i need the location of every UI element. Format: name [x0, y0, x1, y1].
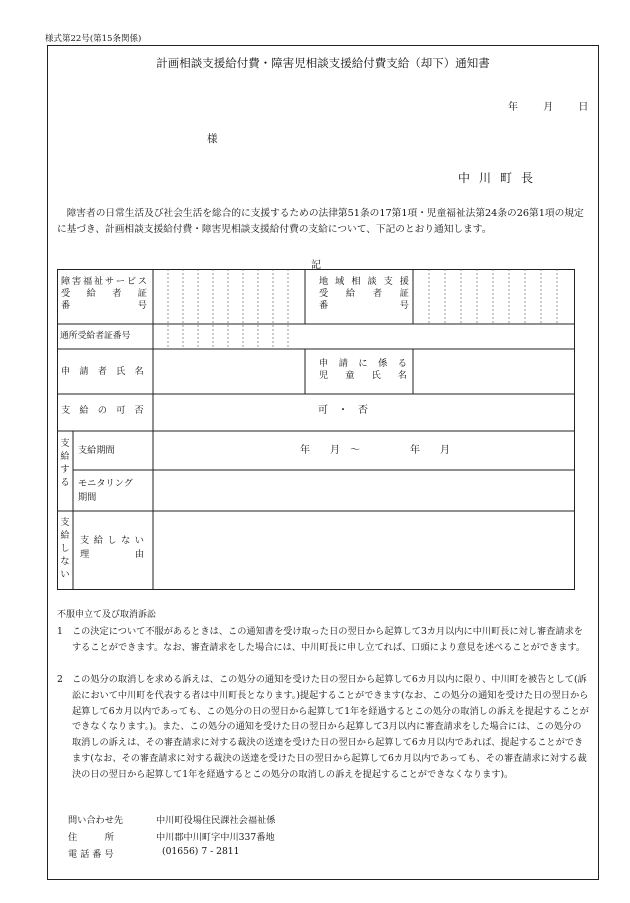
period-value: 年 月 ～ 年 月: [300, 445, 450, 456]
phone-value: (01656) 7 - 2811: [162, 846, 240, 857]
grant-side-char: る: [60, 477, 70, 488]
document-title: 計画相談支援給付費・障害児相談支援給付費支給（却下）通知書: [156, 56, 490, 70]
form-number-label: 様式第22号(第15条関係): [45, 34, 142, 44]
address-label: 住 所: [68, 832, 114, 843]
appeal-note-item: [57, 672, 589, 783]
note-text: この処分の取消しを求める訴えは、この処分の通知を受けた日の翌日から起算して6カ月以内に限り、中川町を被告として(訴訟において中川町を代表する者は中川町長となります。)提起することができます(なお、この処分の通知を受けた日の翌日から起算して6カ月以内であっても、この処分の日の翌日から起算して1年を経過するとこの処分の取消しの訴えを提起することができなくなります。)。また、この処分の通知を受けた日の翌日から起算して3月以内に審査請求をした場合には、この処分の取消しの訴えは、その審査請求に対する裁決の送達を受けた日の翌日から起算して6カ月以内であれば、提起することができます(なお、その審査請求に対する裁決の送達を受けた日の翌日から起算して6カ月以内であっても、その審査請求に対する裁決の日の翌日から起算して1年を経過するとこの処分の取消しの訴えを提起することができなくなります)。: [72, 674, 589, 780]
addressee-suffix: 様: [207, 133, 218, 145]
deny-reason-label-line: 支 給 し な い: [80, 535, 144, 546]
grant-side-char: 支: [60, 438, 70, 449]
child-name-label-line: 児 童 氏 名: [319, 370, 407, 381]
monitoring-label-line: 期間: [78, 492, 97, 503]
approval-value: 可 ・ 否: [318, 405, 368, 416]
monitoring-label: [78, 477, 133, 505]
ki-heading: 記: [311, 260, 321, 271]
date-line: [508, 98, 588, 113]
facility-cert-label: 通所受給者証番号: [60, 331, 131, 341]
deny-side-char: い: [60, 569, 70, 580]
date-year-label: 年: [508, 102, 518, 113]
phone-label: 電 話 番 号: [68, 849, 114, 860]
deny-side-char: 給: [60, 530, 70, 541]
grant-side-char: す: [60, 464, 70, 475]
recipient-cert-label: [61, 276, 147, 312]
note-number: 2: [57, 674, 63, 685]
period-label: 支給期間: [78, 445, 115, 456]
deny-reason-label-line: 理 由: [80, 549, 144, 560]
deny-side-char: 支: [60, 517, 70, 528]
note-number: 1: [57, 626, 63, 637]
deny-side-label: [58, 516, 72, 581]
child-name-label: [319, 358, 407, 382]
recipient-cert-label-line: 受 給 者 証: [61, 288, 147, 299]
date-day-label: 日: [578, 102, 589, 113]
notice-body-text: 障害者の日常生活及び社会生活を総合的に支援するための法律第51条の17第1項・児童福祉法第24条の26第1項の規定に基づき、計画相談支援給付費・障害児相談支援給付費の支給について、下記のとおり通知します。: [57, 208, 584, 235]
address-value: 中川郡中川町字中川337番地: [156, 832, 275, 843]
grant-side-label: [58, 437, 72, 489]
area-support-label-line: 番 号: [319, 300, 409, 311]
child-name-label-line: 申 請 に 係 る: [319, 358, 407, 369]
appeal-section-heading: 不服申立て及び取消訴訟: [57, 610, 157, 620]
appeal-note-item: [57, 624, 589, 656]
inquiry-value: 中川町役場住民課社会福祉係: [156, 815, 276, 826]
area-support-cert-label: [319, 276, 409, 312]
grant-side-char: 給: [60, 451, 70, 462]
inquiry-label: 問い合わせ先: [68, 815, 124, 826]
date-month-label: 月: [543, 102, 554, 113]
recipient-cert-label-line: 番 号: [61, 300, 147, 311]
approval-label: 支 給 の 可 否: [61, 405, 144, 416]
area-support-label-line: 受 給 者 証: [319, 288, 409, 299]
issuer-name: 中川町長: [458, 171, 543, 185]
monitoring-label-line: モニタリング: [78, 478, 133, 489]
applicant-name-label: 申 請 者 氏 名: [61, 366, 144, 377]
area-support-label-line: 地 域 相 談 支 援: [319, 276, 409, 287]
note-text: この決定について不服があるときは、この通知書を受け取った日の翌日から起算して3カ月以内に中川町長に対し審査請求をすることができます。なお、審査請求をした場合には、中川町長に申し立てれば、口頭により意見を述べることができます。: [72, 626, 586, 653]
deny-side-char: し: [60, 543, 70, 554]
recipient-cert-label-line: 障害福祉サービス: [61, 276, 147, 287]
deny-reason-label: [80, 534, 144, 562]
deny-side-char: な: [60, 556, 70, 567]
